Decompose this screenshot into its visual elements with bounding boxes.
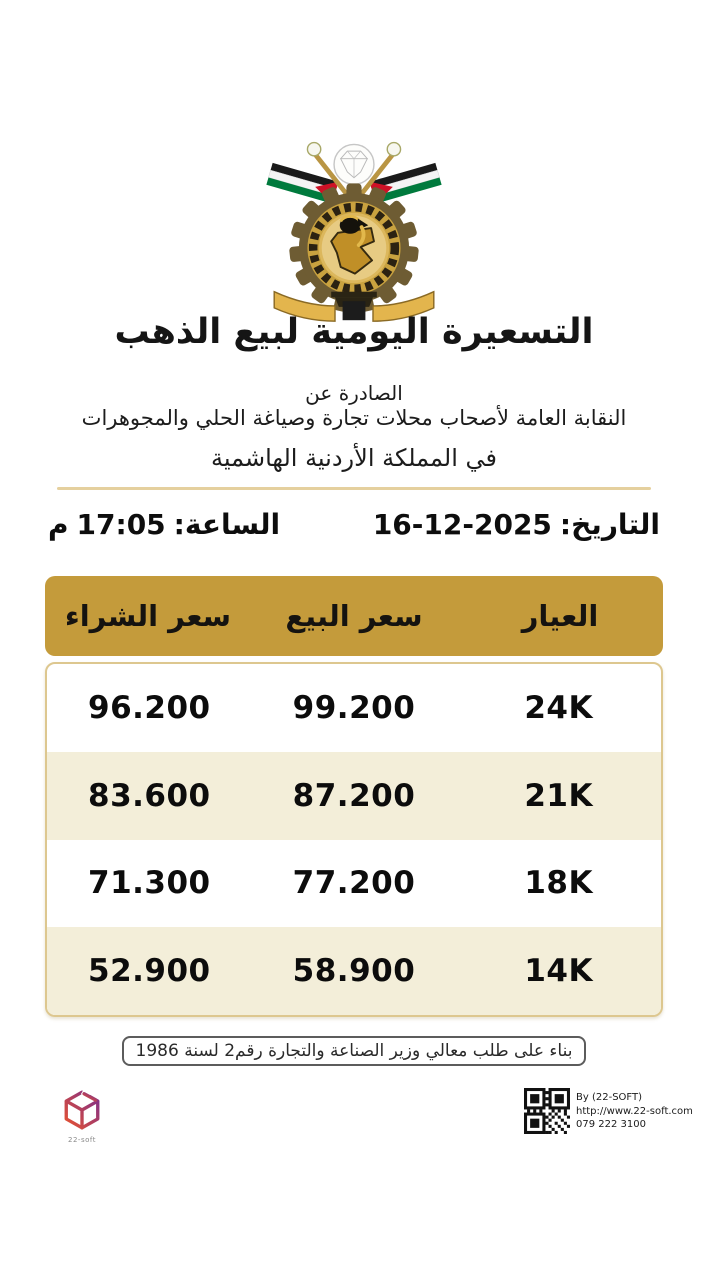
table-row-24k xyxy=(47,664,661,752)
buy-price-value: 52.900 xyxy=(88,953,211,990)
karat-value: 24K xyxy=(524,689,593,726)
col-header-buy-price: سعر الشراء xyxy=(64,599,232,633)
date-label: التاريخ: xyxy=(559,507,660,541)
brand-logo-block xyxy=(56,1089,108,1144)
table-row-14k xyxy=(47,927,661,1015)
time-label: الساعة: xyxy=(173,507,281,541)
date-value: 16-12-2025 xyxy=(372,507,552,541)
credit-phone: 079 222 3100 xyxy=(576,1119,646,1130)
brand-caption: 22-soft xyxy=(68,1136,96,1144)
sell-price-value: 77.200 xyxy=(292,865,416,902)
credit-text xyxy=(576,1088,693,1132)
page-title: التسعيرة اليومية لبيع الذهب xyxy=(114,312,594,352)
legal-note-container xyxy=(0,1036,708,1066)
price-table-body xyxy=(45,662,663,1017)
table-row-18k xyxy=(47,840,661,928)
date-field xyxy=(373,508,660,541)
datetime-row xyxy=(48,502,660,546)
credit-block xyxy=(524,1088,693,1134)
buy-price-value: 83.600 xyxy=(88,777,211,814)
credit-by: By (22-SOFT) xyxy=(576,1092,642,1103)
subtitle-kingdom: في المملكة الأردنية الهاشمية xyxy=(210,444,498,472)
sell-price-value: 87.200 xyxy=(292,777,416,814)
diamond-icon xyxy=(334,144,374,184)
time-value: 17:05 xyxy=(76,507,166,541)
gold-divider xyxy=(57,487,651,490)
legal-note: بناء على طلب معالي وزير الصناعة والتجارة رقم2 لسنة 1986 xyxy=(122,1036,587,1066)
syndicate-emblem-icon xyxy=(240,133,468,325)
karat-value: 18K xyxy=(524,865,593,902)
sell-price-value: 99.200 xyxy=(292,689,416,726)
time-field xyxy=(48,508,280,541)
subtitle-syndicate-name: النقابة العامة لأصحاب محلات تجارة وصياغة الحلي والمجوهرات xyxy=(81,406,627,430)
col-header-karat: العيار xyxy=(521,599,599,633)
qr-code-icon xyxy=(524,1088,570,1134)
buy-price-value: 71.300 xyxy=(88,865,211,902)
price-table-header xyxy=(45,576,663,656)
table-row-21k xyxy=(47,752,661,840)
subtitle-issued-by: الصادرة عن xyxy=(305,381,403,405)
time-suffix: م xyxy=(48,507,69,541)
col-header-sell-price: سعر البيع xyxy=(285,599,423,633)
buy-price-value: 96.200 xyxy=(88,689,211,726)
karat-value: 14K xyxy=(524,953,593,990)
karat-value: 21K xyxy=(524,777,593,814)
cube-logo-icon xyxy=(60,1089,104,1131)
sell-price-value: 58.900 xyxy=(292,953,416,990)
credit-url: http://www.22-soft.com xyxy=(576,1105,693,1117)
